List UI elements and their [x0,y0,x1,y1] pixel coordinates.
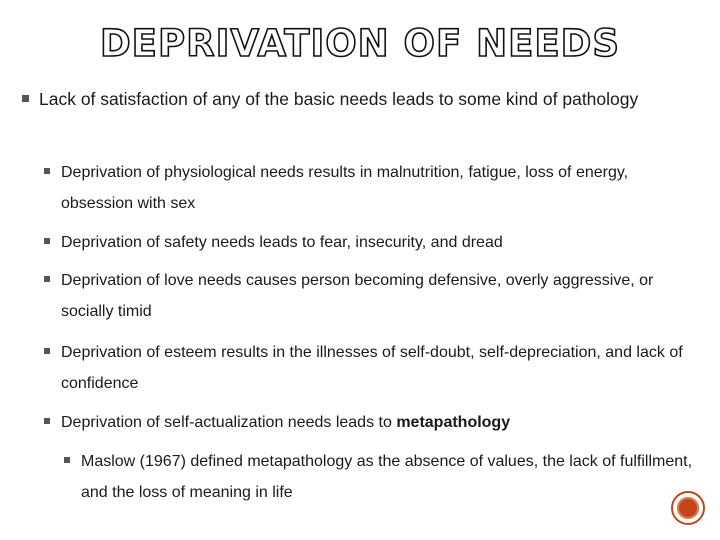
square-bullet-icon [44,348,50,354]
bullet-text: Deprivation of esteem results in the illnesses of self-doubt, self-depreciation, and lack of confidence [61,344,683,392]
bullet-level2 [44,265,704,327]
bullet-text: Lack of satisfaction of any of the basic needs leads to some kind of pathology [39,89,639,109]
square-bullet-icon [44,168,50,174]
bullet-text: Deprivation of safety needs leads to fear, insecurity, and dread [61,234,503,251]
bullet-text: Deprivation of physiological needs results in malnutrition, fatigue, loss of energy, obsession with sex [61,164,629,212]
bullet-level2 [44,157,704,219]
bullet-level3 [64,446,704,508]
bullet-level2 [44,227,704,258]
bullet-level2 [44,407,704,438]
square-bullet-icon [64,457,70,463]
circle-nav-icon[interactable] [671,491,705,525]
bullet-text-plain: Deprivation of self-actualization needs leads to [61,414,397,431]
slide-title: DEPRIVATION OF NEEDS [99,22,621,65]
square-bullet-icon [44,418,50,424]
bullet-text: Maslow (1967) defined metapathology as the absence of values, the lack of fulfillment, and the loss of meaning in life [81,453,693,501]
bullet-text: Deprivation of love needs causes person becoming defensive, overly aggressive, or socially timid [61,272,654,320]
bullet-level1 [22,83,682,115]
square-bullet-icon [44,238,50,244]
bullet-level2 [44,337,704,399]
square-bullet-icon [44,276,50,282]
bullet-text [44,407,704,438]
bullet-text-bold: metapathology [396,414,511,431]
square-bullet-icon [22,95,29,102]
